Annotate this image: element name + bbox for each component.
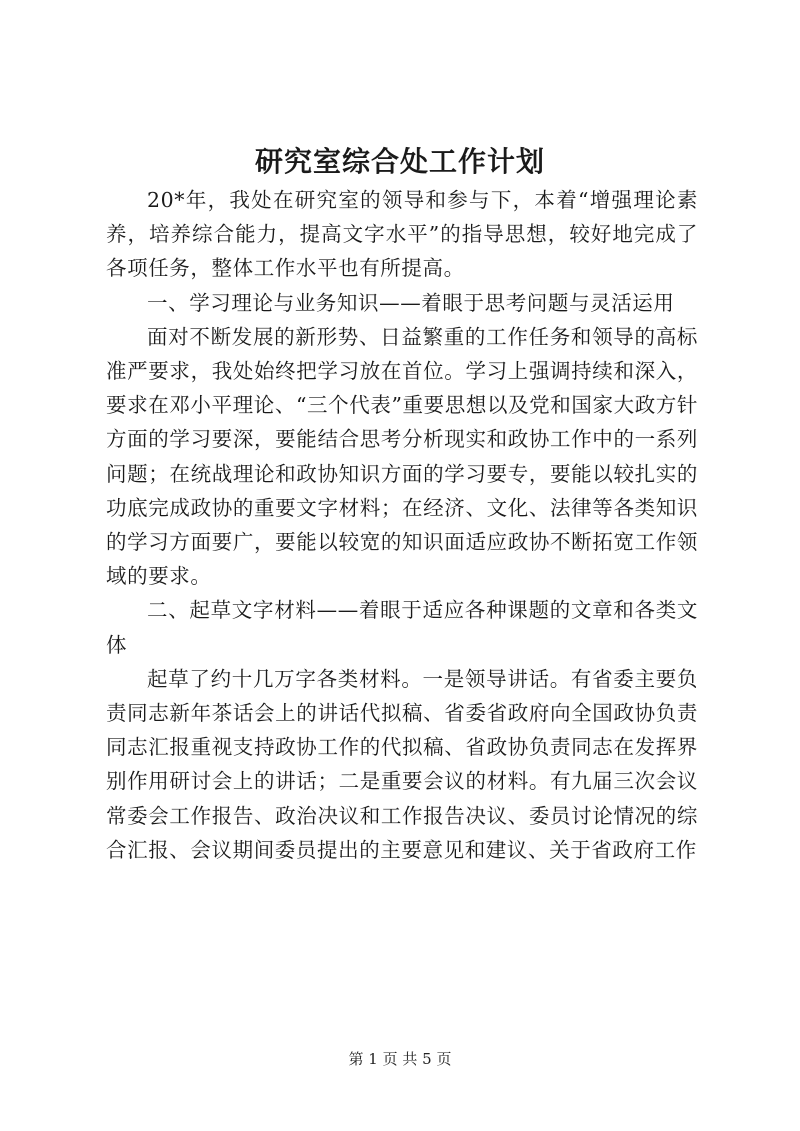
intro-paragraph: 20*年，我处在研究室的领导和参与下，本着“增强理论素养，培养综合能力，提高文字水平”的指导思想，较好地完成了各项任务，整体工作水平也有所提高。 <box>106 188 698 281</box>
section-heading-2: 二、起草文字材料——着眼于适应各种课题的文章和各类文体 <box>106 598 698 657</box>
section-heading-1: 一、学习理论与业务知识——着眼于思考问题与灵活运用 <box>147 290 675 315</box>
document-title: 研究室综合处工作计划 <box>254 145 545 178</box>
page-number-footer: 第 1 页 共 5 页 <box>348 1050 452 1068</box>
section-1-paragraph: 面对不断发展的新形势、日益繁重的工作任务和领导的高标准严要求，我处始终把学习放在首位。学习上强调持续和深入，要求在邓小平理论、“三个代表”重要思想以及党和国家大政方针方面的学习要深，要能结合思考分析现实和政协工作中的一系列问题；在统战理论和政协知识方面的学习要专，要能以较扎实的功底完成政协的重要文字材料；在经济、文化、法律等各类知识的学习方面要广，要能以较宽的知识面适应政协不断拓宽工作领域的要求。 <box>106 324 698 589</box>
section-2-paragraph: 起草了约十几万字各类材料。一是领导讲话。有省委主要负责同志新年茶话会上的讲话代拟稿、省委省政府向全国政协负责同志汇报重视支持政协工作的代拟稿、省政协负责同志在发挥界别作用研讨会上的讲话；二是重要会议的材料。有九届三次会议常委会工作报告、政治决议和工作报告决议、委员讨论情况的综合汇报、会议期间委员提出的主要意见和建议、关于省政府工作 <box>106 666 698 862</box>
document-body <box>106 183 698 867</box>
